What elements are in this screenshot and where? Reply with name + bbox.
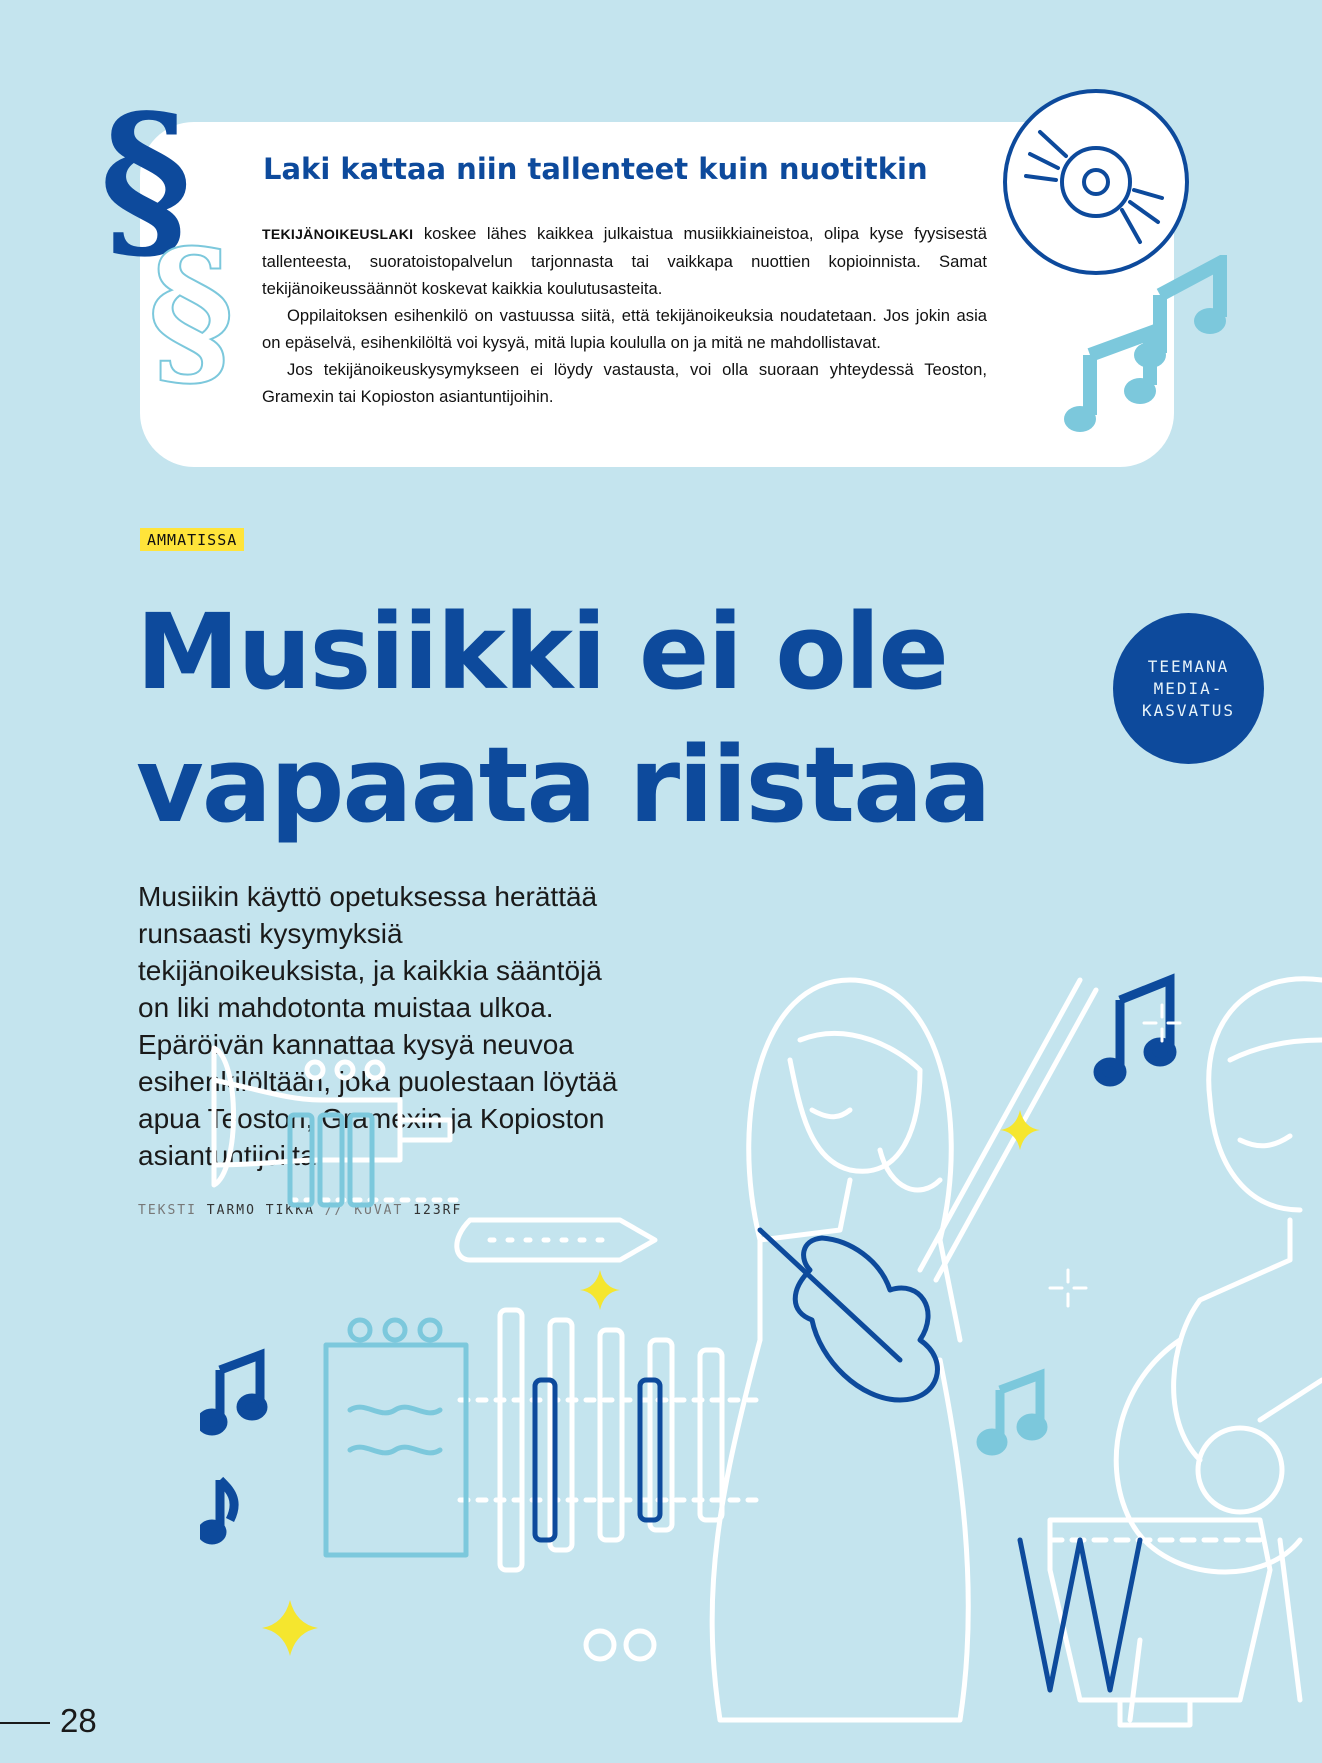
trumpet-icon — [214, 1048, 460, 1200]
page-number: 28 — [60, 1702, 97, 1739]
byline-author: TARMO TIKKA — [206, 1203, 315, 1218]
page-title — [136, 586, 989, 852]
xylophone-icon — [460, 1310, 760, 1659]
notepad-icon — [326, 1320, 466, 1555]
music-illustration — [200, 940, 1322, 1763]
music-note-icon — [981, 1375, 1043, 1451]
page-number-rule — [0, 1722, 50, 1724]
box-body — [262, 220, 987, 410]
byline-text-label: TEKSTI — [138, 1203, 197, 1218]
box-paragraph-1-text: koskee lähes kaikkea julkaistua musiikkiaineistoa, olipa kyse fyysisestä tallenteesta, suoratoistopalvelun tarjonnasta tai vaikkapa nuottien kopioinnista. Samat tekijänoikeussäännöt koskevat kaikkia koulutusasteita. — [262, 224, 987, 298]
boy-guitarist-figure — [1116, 979, 1322, 1720]
box-paragraph-1-lead: TEKIJÄNOIKEUSLAKI — [262, 226, 414, 242]
music-note-icon — [1060, 255, 1240, 445]
theme-badge-line-2: MEDIA- — [1153, 678, 1224, 698]
byline-photo-label: KUVAT — [354, 1203, 404, 1218]
violin-icon — [795, 1238, 937, 1400]
theme-badge-line-1: TEEMANA — [1147, 656, 1230, 676]
page-title-line-2: vapaata riistaa — [136, 724, 990, 846]
byline-separator: // — [324, 1203, 345, 1218]
box-title: Laki kattaa niin tallenteet kuin nuotitkin — [263, 152, 928, 186]
box-paragraph-2: Oppilaitoksen esihenkilö on vastuussa siitä, että tekijänoikeuksia noudatetaan. Jos jokin asia on epäselvä, esihenkilöltä voi kysyä, mitä lupia koululla on ja mitä ne mahdollistavat. — [262, 306, 987, 352]
page-title-line-1: Musiikki ei ole — [136, 591, 947, 713]
section-sign-outline-icon: § — [148, 213, 235, 407]
box-paragraph-1 — [262, 220, 987, 302]
recorder-icon — [457, 1220, 655, 1260]
cd-disc-icon — [1000, 86, 1192, 278]
byline-photo-source: 123RF — [413, 1203, 463, 1218]
lead-paragraph: Musiikin käyttö opetuksessa herättää runsaasti kysymyksiä tekijänoikeuksista, ja kaikkia sääntöjä on liki mahdotonta muistaa ulkoa. Epäröivän kannattaa kysyä neuvoa esihenkilöltään, joka puolestaan löytää apua Teoston, Gramexin ja Kopioston asiantuntijoilta. — [138, 881, 618, 1171]
theme-badge-line-3: KASVATUS — [1141, 700, 1236, 720]
box-paragraph-3: Jos tekijänoikeuskysymykseen ei löydy vastausta, voi olla suoraan yhteydessä Teoston, Gramexin tai Kopioston asiantuntijoihin. — [262, 360, 987, 406]
section-sign-icon: § — [100, 77, 192, 282]
section-tag: AMMATISSA — [140, 528, 244, 551]
theme-badge — [1113, 613, 1264, 764]
